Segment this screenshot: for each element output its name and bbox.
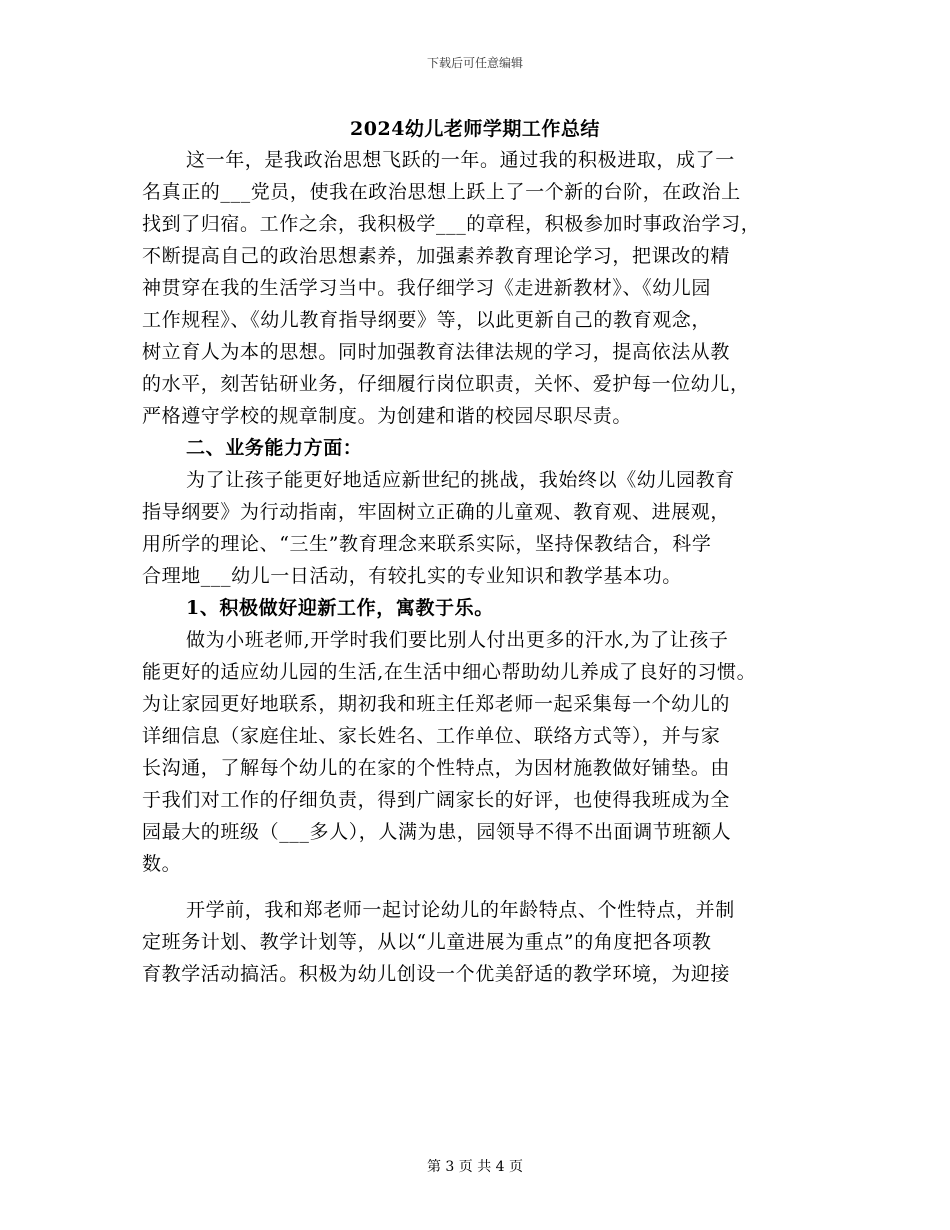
paragraph-line: 合理地___幼儿一日活动，有较扎实的专业知识和教学基本功。 (142, 565, 682, 587)
paragraph-line: 做为小班老师,开学时我们要比别人付出更多的汗水,为了让孩子 (186, 629, 729, 651)
paragraph-line: 的水平，刻苦钻研业务，仔细履行岗位职责，关怀、爱护每一位幼儿， (142, 373, 750, 395)
paragraph-line: 数。 (142, 853, 182, 875)
paragraph-line: 神贯穿在我的生活学习当中。我仔细学习《走进新教材》、《幼儿园 (142, 277, 712, 299)
document-title: 2024幼儿老师学期工作总结 (350, 118, 600, 140)
paragraph-line: 长沟通，了解每个幼儿的在家的个性特点，为因材施教做好铺垫。由 (142, 757, 731, 779)
paragraph-line: 于我们对工作的仔细负责，得到广阔家长的好评，也使得我班成为全 (142, 789, 731, 811)
paragraph-line: 开学前，我和郑老师一起讨论幼儿的年龄特点、个性特点，并制 (186, 899, 735, 921)
paragraph-line: 找到了归宿。工作之余，我积极学___的章程，积极参加时事政治学习， (142, 213, 761, 235)
paragraph-line: 严格遵守学校的规章制度。为创建和谐的校园尽职尽责。 (142, 405, 633, 427)
paragraph-line: 名真正的___党员，使我在政治思想上跃上了一个新的台阶，在政治上 (142, 181, 741, 203)
paragraph-line: 园最大的班级（___多人），人满为患，园领导不得不出面调节班额人 (142, 821, 732, 843)
paragraph-gap (142, 880, 808, 894)
paragraph-line: 为了让孩子能更好地适应新世纪的挑战，我始终以《幼儿园教育 (186, 469, 735, 491)
paragraph-line: 为让家园更好地联系，期初我和班主任郑老师一起采集每一个幼儿的 (142, 693, 731, 715)
paragraph-line: 不断提高自己的政治思想素养，加强素养教育理论学习，把课改的精 (142, 245, 731, 267)
paragraph-line: 用所学的理论、“三生”教育理念来联系实际，坚持保教结合，科学 (142, 533, 712, 555)
paragraph-line: 详细信息（家庭住址、家长姓名、工作单位、联络方式等），并与家 (142, 725, 721, 747)
subsection-heading: 1、积极做好迎新工作，寓教于乐。 (186, 597, 494, 619)
paragraph-line: 树立育人为本的思想。同时加强教育法律法规的学习，提高依法从教 (142, 341, 731, 363)
section-heading: 二、业务能力方面： (186, 437, 363, 459)
paragraph-line: 这一年，是我政治思想飞跃的一年。通过我的积极进取，成了一 (186, 149, 735, 171)
paragraph-line: 育教学活动搞活。积极为幼儿创设一个优美舒适的教学环境，为迎接 (142, 963, 731, 985)
document-body (142, 144, 808, 990)
paragraph-line: 指导纲要》为行动指南，牢固树立正确的儿童观、教育观、进展观， (142, 501, 731, 523)
page-header-note: 下载后可任意编辑 (426, 56, 523, 70)
paragraph-line: 能更好的适应幼儿园的生活,在生活中细心帮助幼儿养成了良好的习惯。 (142, 661, 757, 683)
page-number: 第 3 页 共 4 页 (426, 1159, 524, 1175)
paragraph-line: 定班务计划、教学计划等，从以“儿童进展为重点”的角度把各项教 (142, 931, 712, 953)
paragraph-line: 工作规程》、《幼儿教育指导纲要》等，以此更新自己的教育观念， (142, 309, 712, 331)
